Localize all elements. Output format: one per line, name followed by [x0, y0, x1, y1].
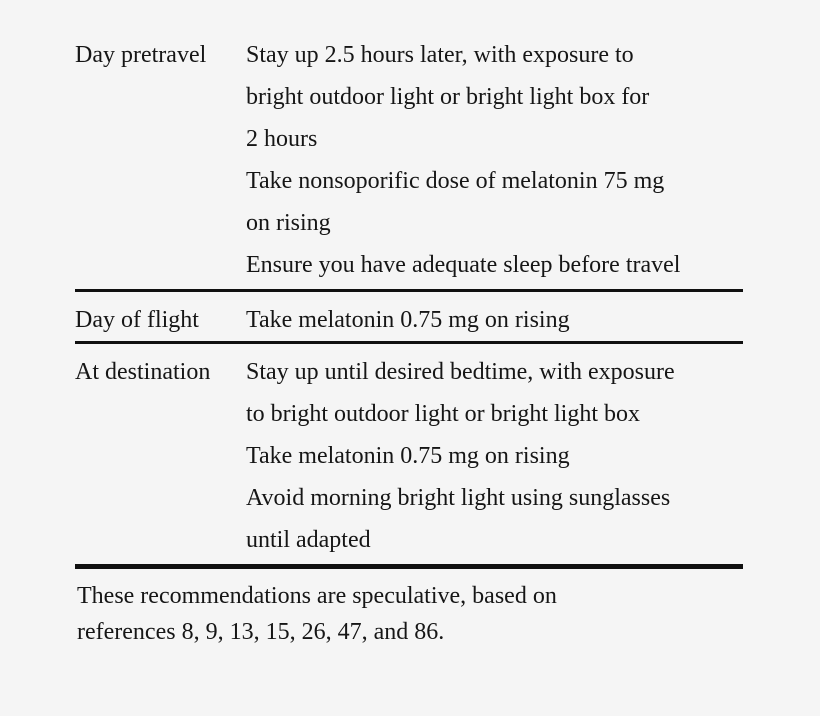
row-label-day-pretravel: Day pretravel [75, 42, 207, 68]
table-row-at-destination [75, 344, 743, 569]
cell-line: Stay up 2.5 hours later, with exposure to [246, 42, 634, 68]
cell-line: until adapted [246, 527, 371, 553]
row-content-day-pretravel [246, 34, 743, 286]
cell-line: on rising [246, 210, 331, 236]
page [0, 34, 820, 716]
cell-line: 2 hours [246, 126, 318, 152]
row-label-at-destination: At destination [75, 359, 211, 385]
cell-line: to bright outdoor light or bright light box [246, 401, 640, 427]
table-row-day-of-flight [75, 292, 743, 344]
table-row-day-pretravel [75, 34, 743, 292]
cell-line: Take melatonin 0.75 mg on rising [246, 307, 570, 333]
row-label-day-of-flight: Day of flight [75, 307, 199, 333]
table-footnote [77, 578, 820, 650]
row-content-day-of-flight [246, 299, 743, 341]
row-content-at-destination [246, 351, 743, 561]
cell-line: Stay up until desired bedtime, with exposure [246, 359, 675, 385]
cell-line: Take melatonin 0.75 mg on rising [246, 443, 570, 469]
footnote-line: references 8, 9, 13, 15, 26, 47, and 86. [77, 619, 445, 645]
cell-line: Avoid morning bright light using sunglasses [246, 485, 671, 511]
footnote-line: These recommendations are speculative, based on [77, 583, 557, 609]
cell-line: Take nonsoporific dose of melatonin 75 mg [246, 168, 665, 194]
cell-line: bright outdoor light or bright light box for [246, 84, 650, 110]
cell-line: Ensure you have adequate sleep before travel [246, 252, 681, 278]
recommendations-table [75, 34, 743, 569]
